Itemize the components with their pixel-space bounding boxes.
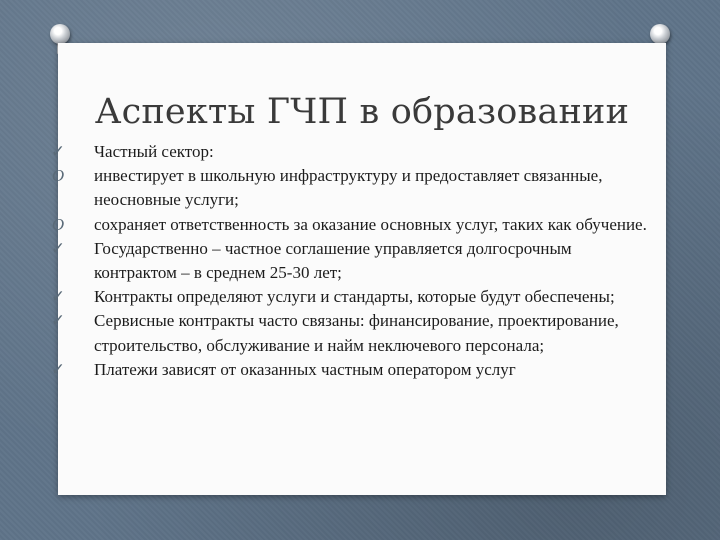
checkmark-icon: ✓ bbox=[50, 142, 66, 162]
list-item bbox=[48, 140, 658, 164]
list-item-text: Платежи зависят от оказанных частным оператором услуг bbox=[94, 359, 516, 379]
circle-bullet-icon: O bbox=[51, 166, 65, 186]
checkmark-icon: ✓ bbox=[50, 311, 66, 332]
checkmark-icon: ✓ bbox=[50, 287, 66, 308]
list-item bbox=[48, 237, 658, 285]
circle-bullet-icon: O bbox=[51, 214, 65, 234]
slide-title: Аспекты ГЧП в образовании bbox=[94, 92, 630, 132]
list-item bbox=[48, 358, 658, 382]
list-item bbox=[48, 164, 658, 212]
list-item bbox=[48, 285, 658, 309]
list-item-text: Сервисные контракты часто связаны: финансирование, проектирование, строительство, обслуживание и найм неключевого персонала; bbox=[94, 311, 619, 355]
list-item-text: Государственно – частное соглашение управляется долгосрочным контрактом – в среднем 25-30 лет; bbox=[94, 238, 572, 283]
checkmark-icon: ✓ bbox=[50, 359, 66, 380]
checkmark-icon: ✓ bbox=[50, 238, 66, 259]
list-item-text: Частный сектор: bbox=[94, 142, 214, 161]
list-item-text: инвестирует в школьную инфраструктуру и предоставляет связанные, неосновные услуги; bbox=[94, 166, 603, 210]
list-item bbox=[48, 309, 658, 357]
bullet-list bbox=[48, 140, 658, 382]
list-item-text: сохраняет ответственность за оказание основных услуг, таких как обучение. bbox=[94, 214, 647, 234]
list-item-text: Контракты определяют услуги и стандарты, которые будут обеспечены; bbox=[94, 287, 615, 307]
list-item bbox=[48, 213, 658, 237]
